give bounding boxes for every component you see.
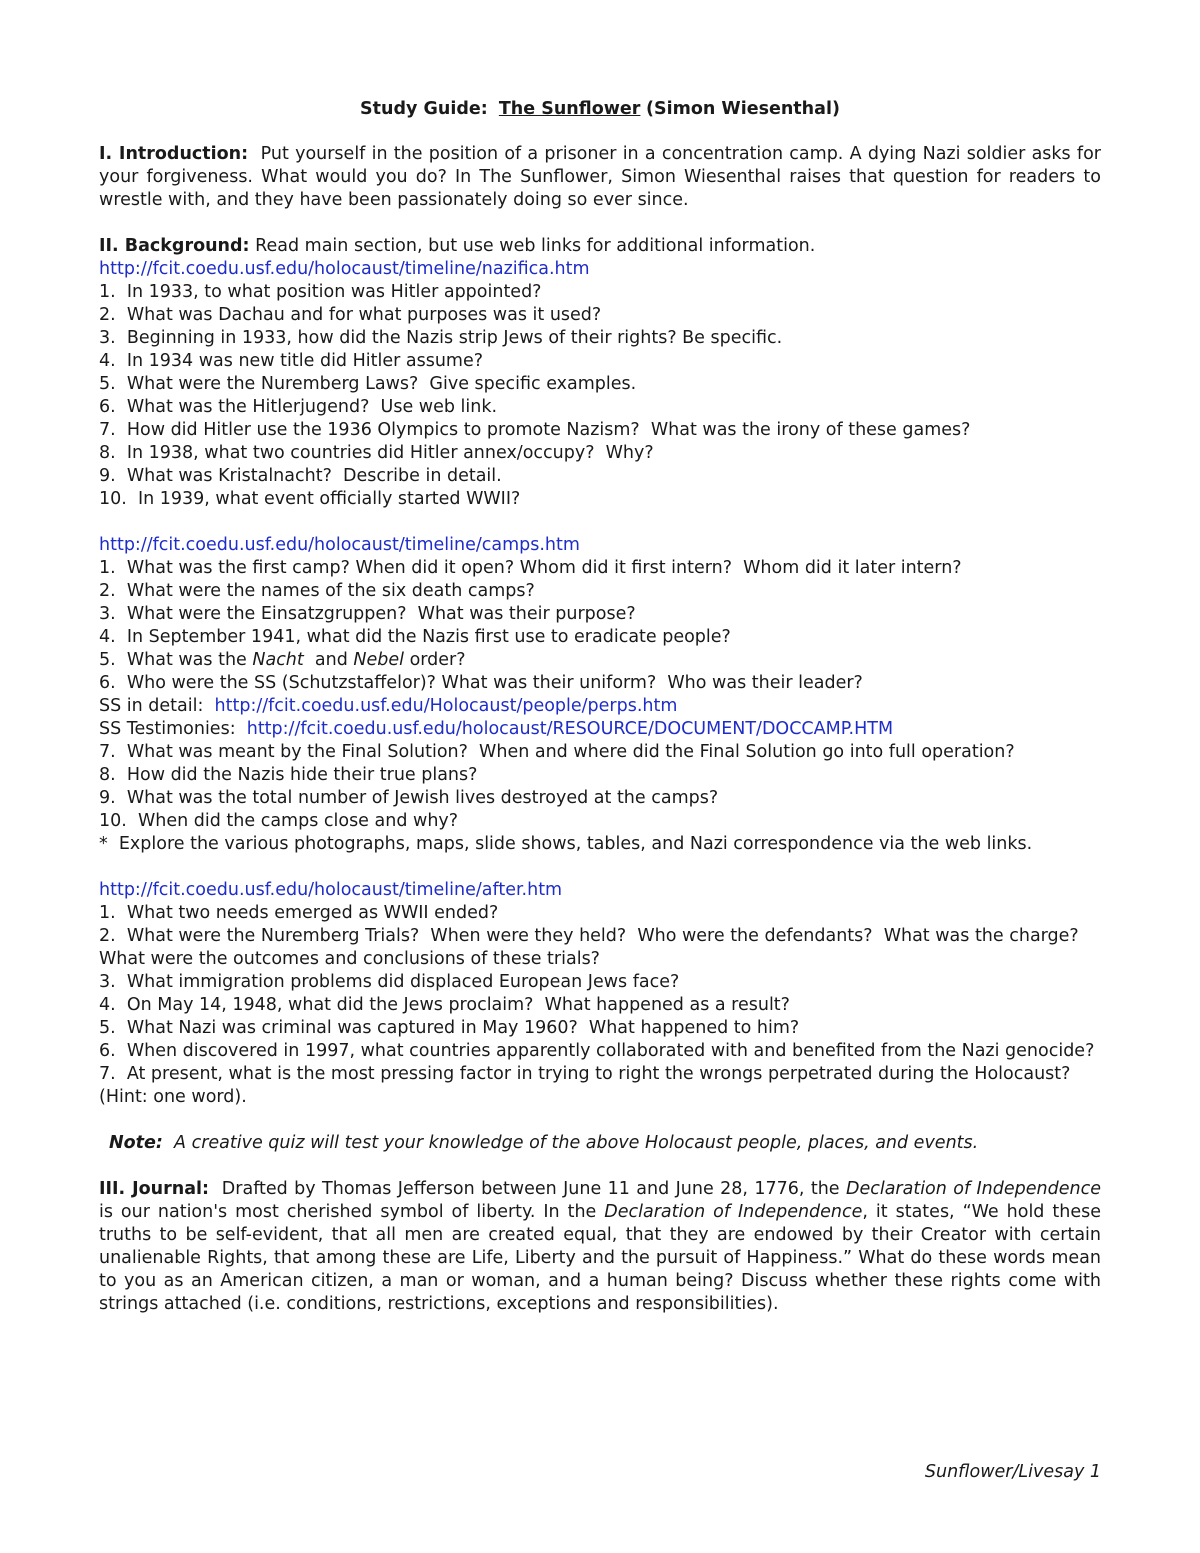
study-guide-page <box>99 98 1101 1316</box>
list-item: * Explore the various photographs, maps, slide shows, tables, and Nazi correspondence via the web links. <box>99 834 1033 854</box>
list-item: 4. In September 1941, what did the Nazis first use to eradicate people? <box>99 627 731 647</box>
list-item: 3. What immigration problems did displaced European Jews face? <box>99 972 680 992</box>
list-item: 2. What were the Nuremberg Trials? When were they held? Who were the defendants? What was the charge? What were the outcomes and conclusions of these trials? <box>99 926 1090 969</box>
list-item: 4. In 1934 was new title did Hitler assume? <box>99 351 484 371</box>
list-item: 10. When did the camps close and why? <box>99 811 459 831</box>
camps-questions-part1 <box>99 557 1101 649</box>
ss-detail-link[interactable]: http://fcit.coedu.usf.edu/Holocaust/people/perps.htm <box>214 696 678 716</box>
title-book: The Sunflower <box>498 99 641 119</box>
nazification-questions <box>99 281 1101 511</box>
ss-testimonies-label: SS Testimonies: <box>99 719 236 739</box>
ss-detail-label: SS in detail: <box>99 696 204 716</box>
list-item: 5. What were the Nuremberg Laws? Give specific examples. <box>99 374 637 394</box>
list-item: 8. How did the Nazis hide their true plans? <box>99 765 478 785</box>
journal-text: , it states, “We hold these truths to be self-evident, that all men are created equal, that they are endowed by their Creator with certain unalienable Rights, that among these are Life, Liberty and the pursuit of Happiness.” What do these words mean to you as an American citizen, a man or woman, and a human being? Discuss whether these rights come with strings attached (i.e. conditions, restrictions, exceptions and responsibilities). <box>99 1202 1101 1314</box>
journal-label: III. Journal: <box>99 1179 209 1199</box>
list-item: 7. How did Hitler use the 1936 Olympics to promote Nazism? What was the irony of these games? <box>99 420 971 440</box>
background-heading <box>99 235 1101 258</box>
list-item: 9. What was Kristalnacht? Describe in detail. <box>99 466 502 486</box>
list-item: 7. At present, what is the most pressing factor in trying to right the wrongs perpetrated during the Holocaust? (Hint: one word). <box>99 1064 1082 1107</box>
list-item: 1. In 1933, to what position was Hitler appointed? <box>99 282 542 302</box>
list-item: 6. Who were the SS (Schutzstaffelor)? What was their uniform? Who was their leader? <box>99 673 863 693</box>
nacht-term: Nacht <box>252 650 304 670</box>
title-prefix: Study Guide: <box>360 99 488 119</box>
declaration-title: Declaration of Independence <box>845 1179 1101 1199</box>
list-item: 3. What were the Einsatzgruppen? What was their purpose? <box>99 604 636 624</box>
list-item: 5. What Nazi was criminal was captured in May 1960? What happened to him? <box>99 1018 800 1038</box>
ss-testimonies-link[interactable]: http://fcit.coedu.usf.edu/holocaust/RESOURCE/DOCUMENT/DOCCAMP.HTM <box>246 719 894 739</box>
ss-detail-line <box>99 695 1101 718</box>
nazification-link[interactable]: http://fcit.coedu.usf.edu/holocaust/timeline/nazifica.htm <box>99 259 590 279</box>
note-text: A creative quiz will test your knowledge of the above Holocaust people, places, and events. <box>174 1133 979 1153</box>
camps-questions-part2 <box>99 741 1101 856</box>
background-label: II. Background: <box>99 236 250 256</box>
ss-testimonies-line <box>99 718 1101 741</box>
list-item: 2. What were the names of the six death camps? <box>99 581 535 601</box>
list-item: 7. What was meant by the Final Solution? When and where did the Final Solution go into full operation? <box>99 742 1015 762</box>
introduction-label: I. Introduction: <box>99 144 249 164</box>
list-item: 1. What was the first camp? When did it open? Whom did it first intern? Whom did it later intern? <box>99 558 962 578</box>
declaration-title: Declaration of Independence <box>604 1202 863 1222</box>
list-item: 10. In 1939, what event officially started WWII? <box>99 489 521 509</box>
page-footer: Sunflower/Livesay 1 <box>924 1462 1101 1482</box>
list-item: 5. What was the Nacht and Nebel order? <box>99 650 466 670</box>
title-author: (Simon Wiesenthal) <box>645 99 840 119</box>
nebel-term: Nebel <box>353 650 404 670</box>
list-item: 2. What was Dachau and for what purposes was it used? <box>99 305 602 325</box>
page-title <box>99 98 1101 121</box>
note-label: Note: <box>109 1133 163 1153</box>
introduction-text: Put yourself in the position of a prisoner in a concentration camp. A dying Nazi soldier asks for your forgiveness. What would you do? In The Sunflower, Simon Wiesenthal raises that question for readers to wrestle with, and they have been passionately doing so ever since. <box>99 144 1101 210</box>
list-item: 9. What was the total number of Jewish lives destroyed at the camps? <box>99 788 719 808</box>
journal-text: is our nation's most cherished symbol of liberty. In the <box>99 1202 605 1222</box>
background-text: Read main section, but use web links for additional information. <box>255 236 816 256</box>
camps-link[interactable]: http://fcit.coedu.usf.edu/holocaust/timeline/camps.htm <box>99 535 580 555</box>
list-item: 6. When discovered in 1997, what countries apparently collaborated with and benefited from the Nazi genocide? <box>99 1041 1095 1061</box>
after-link[interactable]: http://fcit.coedu.usf.edu/holocaust/timeline/after.htm <box>99 880 563 900</box>
after-war-questions <box>99 902 1101 1109</box>
journal-text: Drafted by Thomas Jefferson between June 11 and June 28, 1776, the <box>221 1179 846 1199</box>
list-item: 6. What was the Hitlerjugend? Use web link. <box>99 397 498 417</box>
list-item: 8. In 1938, what two countries did Hitler annex/occupy? Why? <box>99 443 654 463</box>
list-item: 3. Beginning in 1933, how did the Nazis strip Jews of their rights? Be specific. <box>99 328 783 348</box>
list-item: 1. What two needs emerged as WWII ended? <box>99 903 499 923</box>
note-line <box>99 1132 1101 1155</box>
list-item: 4. On May 14, 1948, what did the Jews proclaim? What happened as a result? <box>99 995 790 1015</box>
introduction-section <box>99 143 1101 212</box>
journal-section <box>99 1178 1101 1316</box>
